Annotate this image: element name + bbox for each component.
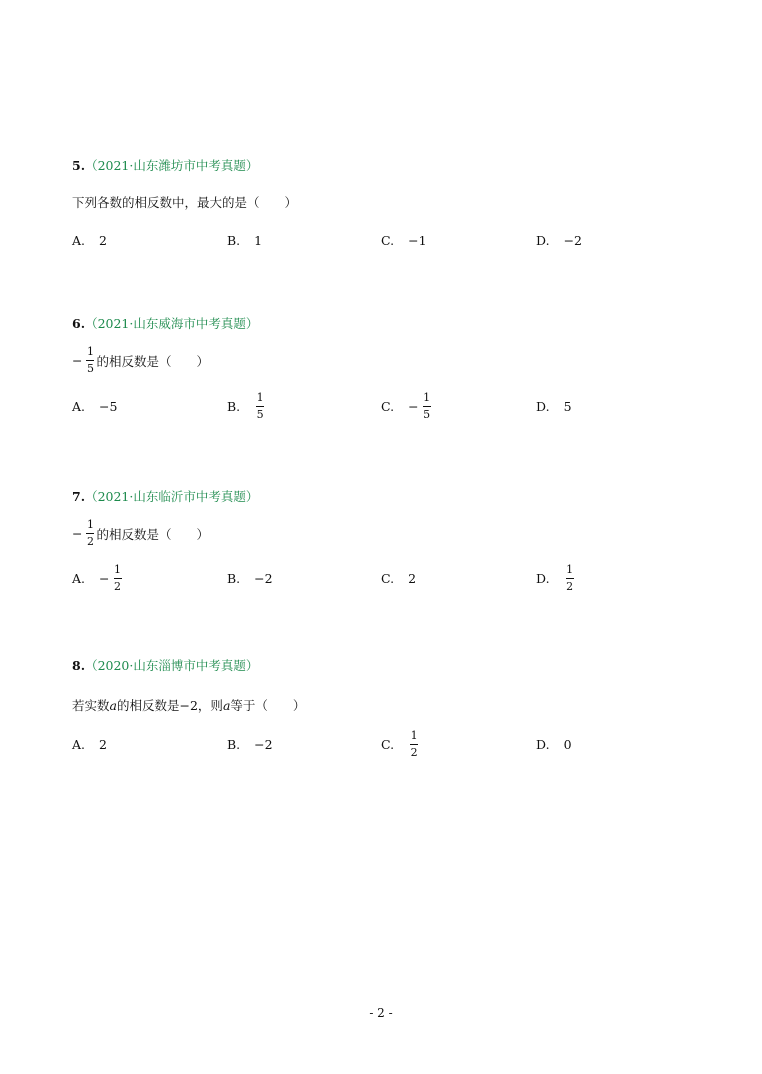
denominator: 5 [256, 408, 264, 421]
option-label: C. [381, 233, 395, 248]
question-header [72, 156, 258, 174]
option-value: 1 [254, 233, 263, 248]
page-number: - 2 - [369, 1006, 393, 1020]
numerator: 1 [86, 518, 94, 531]
fraction [86, 519, 94, 548]
option-value: −2 [254, 571, 273, 586]
option-b [227, 233, 262, 248]
option-label: D. [536, 737, 550, 752]
question-number: 5. [72, 158, 86, 173]
denominator: 2 [566, 580, 574, 593]
option-label: B. [227, 399, 241, 414]
question-source: （2021·山东威海市中考真题） [85, 316, 259, 331]
question-number: 6. [72, 316, 86, 331]
question-header [72, 656, 258, 674]
question-source: （2020·山东淄博市中考真题） [85, 658, 259, 673]
stem-text: 等于（ ） [230, 698, 306, 713]
denominator: 5 [423, 408, 431, 421]
option-value: −5 [99, 399, 118, 414]
variable-a: a [222, 697, 231, 713]
option-value: −1 [408, 233, 427, 248]
option-value: 5 [563, 399, 572, 414]
variable-a: a [109, 697, 117, 713]
minus-sign: − [72, 526, 83, 541]
option-d [536, 233, 582, 248]
numerator: 1 [566, 563, 574, 576]
option-label: C. [381, 737, 395, 752]
fraction-bar [256, 406, 264, 407]
option-label: D. [536, 399, 550, 414]
option-value: −2 [563, 233, 582, 248]
question-source: （2021·山东潍坊市中考真题） [85, 158, 259, 173]
option-label: D. [536, 571, 550, 586]
option-c [381, 730, 420, 759]
option-label: C. [381, 399, 395, 414]
fraction-bar [566, 578, 574, 579]
option-c [381, 571, 416, 586]
numerator: 1 [410, 729, 418, 742]
option-label: B. [227, 571, 241, 586]
denominator: 5 [86, 362, 94, 375]
question-stem: 下列各数的相反数中，最大的是（ ） [72, 195, 298, 210]
question-number: 8. [72, 658, 86, 673]
option-label: A. [72, 571, 86, 586]
numerator: 1 [423, 391, 431, 404]
fraction-bar [86, 533, 94, 534]
numerator: 1 [256, 391, 264, 404]
minus-sign: − [99, 571, 110, 586]
denominator: 2 [410, 746, 418, 759]
option-b [227, 392, 266, 421]
stem-text: ，则 [197, 698, 223, 713]
fraction-bar [410, 744, 418, 745]
numerator: 1 [86, 345, 94, 358]
fraction [410, 730, 418, 759]
fraction [423, 392, 431, 421]
fraction [566, 564, 574, 593]
option-label: B. [227, 737, 241, 752]
option-d [536, 737, 572, 752]
option-label: C. [381, 571, 395, 586]
denominator: 2 [114, 580, 121, 593]
option-c [381, 392, 433, 421]
fraction-bar [86, 360, 94, 361]
question-source: （2021·山东临沂市中考真题） [85, 489, 259, 504]
numerator: 1 [114, 563, 121, 576]
stem-text: 的相反数是（ ） [96, 353, 209, 369]
question-header [72, 314, 258, 332]
fraction [86, 346, 94, 375]
option-label: A. [72, 737, 86, 752]
option-label: B. [227, 233, 241, 248]
option-value: 2 [408, 571, 417, 586]
option-d [536, 399, 572, 414]
question-stem [72, 696, 305, 714]
option-label: A. [72, 399, 86, 414]
option-a [72, 564, 124, 593]
option-value: −2 [254, 737, 273, 752]
question-stem [72, 519, 209, 548]
option-value: 0 [563, 737, 572, 752]
stem-text: 的相反数是（ ） [96, 526, 209, 542]
option-value: 2 [99, 737, 107, 752]
option-b [227, 737, 273, 752]
denominator: 2 [86, 535, 94, 548]
option-value: 2 [99, 233, 107, 248]
option-d [536, 564, 576, 593]
option-b [227, 571, 273, 586]
fraction [114, 564, 122, 593]
minus-sign: − [72, 353, 83, 368]
option-label: D. [536, 233, 550, 248]
question-header [72, 487, 258, 505]
question-stem [72, 346, 209, 375]
fraction-bar [423, 406, 431, 407]
option-c [381, 233, 427, 248]
stem-text: 若实数 [72, 698, 110, 713]
minus-sign: − [408, 399, 419, 414]
fraction-bar [114, 578, 122, 579]
option-a [72, 737, 107, 752]
question-number: 7. [72, 489, 86, 504]
stem-value: −2 [179, 697, 198, 713]
option-a [72, 233, 107, 248]
stem-text: 的相反数是 [116, 698, 180, 713]
option-label: A. [72, 233, 86, 248]
option-a [72, 399, 117, 414]
fraction [256, 392, 264, 421]
